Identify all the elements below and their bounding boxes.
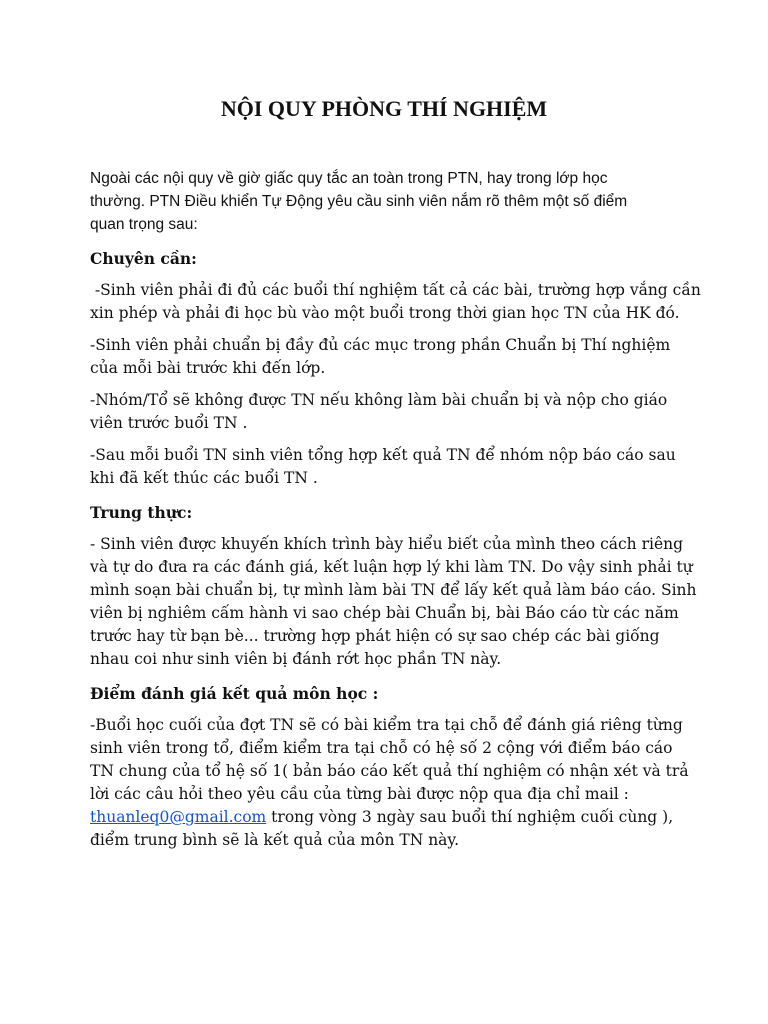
paragraph-line: - Sinh viên được khuyến khích trình bày hiểu biết của mình theo cách riêng [90, 535, 684, 553]
section-heading-attendance: Chuyên cần: [90, 249, 197, 268]
email-link[interactable]: thuanleq0@gmail.com [90, 808, 267, 826]
attendance-paragraph [90, 389, 690, 435]
attendance-paragraph [90, 279, 701, 325]
document-body [90, 167, 701, 852]
intro-line: thường. PTN Điều khiển Tự Động yêu cầu sinh viên nắm rõ thêm một số điểm [90, 193, 628, 210]
paragraph-line: viên bị nghiêm cấm hành vi sao chép bài Chuẩn bị, bài Báo cáo từ các năm [90, 604, 679, 622]
section-heading-honesty: Trung thực: [90, 503, 193, 522]
paragraph-line: TN chung của tổ hệ số 1( bản báo cáo kết quả thí nghiệm có nhận xét và trả [90, 762, 689, 780]
paragraph-line: -Nhóm/Tổ sẽ không được TN nếu không làm bài chuẩn bị và nộp cho giáo [90, 391, 668, 409]
paragraph-line: mình soạn bài chuẩn bị, tự mình làm bài TN để lấy kết quả làm báo cáo. Sinh [90, 581, 697, 599]
paragraph-line: nhau coi như sinh viên bị đánh rớt học phần TN này. [90, 650, 502, 668]
paragraph-line: xin phép và phải đi học bù vào một buổi trong thời gian học TN của HK đó. [90, 304, 680, 322]
email-line-text: trong vòng 3 ngày sau buổi thí nghiệm cuối cùng ), [266, 808, 674, 826]
honesty-paragraph [90, 533, 697, 671]
document-title: NỘI QUY PHÒNG THÍ NGHIỆM [220, 96, 548, 121]
grading-paragraph [90, 714, 690, 852]
attendance-paragraph [90, 444, 690, 490]
paragraph-line: -Sau mỗi buổi TN sinh viên tổng hợp kết quả TN để nhóm nộp báo cáo sau [90, 446, 676, 464]
paragraph-line: viên trước buổi TN . [90, 414, 248, 432]
section-heading-grading: Điểm đánh giá kết quả môn học : [90, 684, 379, 703]
paragraph-line: trước hay từ bạn bè... trường hợp phát hiện có sự sao chép các bài giống [90, 627, 660, 645]
email-line [90, 806, 690, 829]
intro-paragraph [90, 167, 690, 236]
intro-line: Ngoài các nội quy về giờ giấc quy tắc an toàn trong PTN, hay trong lớp học [90, 170, 608, 187]
paragraph-line: -Sinh viên phải đi đủ các buổi thí nghiệm tất cả các bài, trường hợp vắng cần [90, 281, 701, 299]
paragraph-line: điểm trung bình sẽ là kết quả của môn TN này. [90, 831, 460, 849]
paragraph-line: khi đã kết thúc các buổi TN . [90, 469, 318, 487]
paragraph-line: -Sinh viên phải chuẩn bị đầy đủ các mục trong phần Chuẩn bị Thí nghiệm [90, 336, 671, 354]
paragraph-line: lời các câu hỏi theo yêu cầu của từng bài được nộp qua địa chỉ mail : [90, 785, 629, 803]
attendance-paragraph [90, 334, 690, 380]
paragraph-line: của mỗi bài trước khi đến lớp. [90, 359, 326, 377]
paragraph-line: sinh viên trong tổ, điểm kiểm tra tại chỗ có hệ số 2 cộng với điểm báo cáo [90, 739, 673, 757]
intro-line: quan trọng sau: [90, 216, 198, 233]
paragraph-line: -Buổi học cuối của đợt TN sẽ có bài kiểm tra tại chỗ để đánh giá riêng từng [90, 716, 683, 734]
paragraph-line: và tự do đưa ra các đánh giá, kết luận hợp lý khi làm TN. Do vậy sinh phải tự [90, 558, 693, 576]
